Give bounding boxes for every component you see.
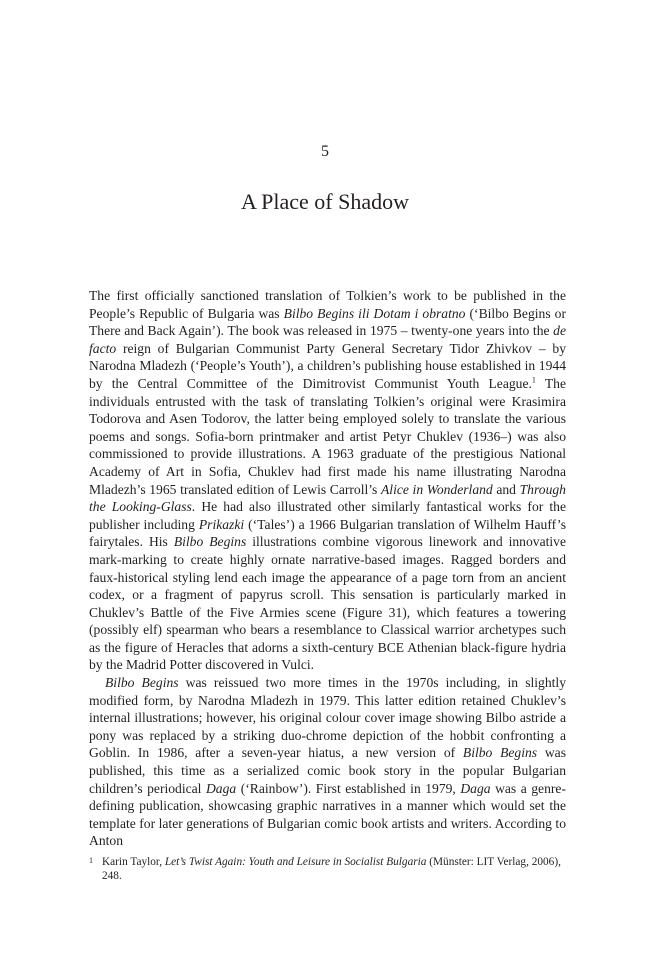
text-run: was published, this time as a serialized comic book story in the popular Bulgarian children’s periodical bbox=[89, 745, 566, 796]
footnote bbox=[89, 855, 566, 884]
italic-title: Bilbo Begins bbox=[462, 745, 538, 761]
italic-title: Prikazki bbox=[198, 516, 245, 532]
paragraph-1 bbox=[89, 287, 566, 674]
text-run: Karin Taylor, bbox=[102, 856, 165, 868]
italic-title: Let’s Twist Again: Youth and Leisure in Socialist Bulgaria bbox=[164, 856, 427, 868]
italic-term: de facto bbox=[89, 323, 566, 356]
italic-title: Daga bbox=[460, 780, 491, 796]
text-run: The individuals entrusted with the task of translating Tolkien’s original were Krasimira Todorova and Asen Todorov, the latter being employed solely to translate the various poems and songs. Sofia-born printmaker and artist Petyr Chuklev (1936–) was also commissioned to provide illustrations. A 1963 graduate of the prestigious National Academy of Art in Sofia, Chuklev had first made his name illustrating Narodna Mladezh’s 1965 translated edition of Lewis Carroll’s bbox=[89, 375, 566, 497]
italic-title: Daga bbox=[205, 780, 237, 796]
italic-title: Through the Looking-Glass bbox=[89, 481, 566, 515]
italic-title: Alice in Wonderland bbox=[380, 481, 493, 497]
text-run: . He had also illustrated other similarly fantastical works for the publisher including bbox=[89, 499, 567, 532]
chapter-number: 5 bbox=[321, 143, 329, 160]
italic-title: Bilbo Begins ili Dotam i obratno bbox=[283, 305, 466, 321]
italic-title: Bilbo Begins bbox=[173, 534, 247, 550]
footnote-number: 1 bbox=[89, 856, 93, 865]
text-run: (Münster: LIT Verlag, 2006), 248. bbox=[102, 856, 561, 883]
italic-title: Bilbo Begins bbox=[105, 675, 179, 691]
text-run: The first officially sanctioned translation of Tolkien’s work to be published in the People’s Republic of Bulgaria was bbox=[89, 288, 566, 321]
text-run: was reissued two more times in the 1970s including, in slightly modified form, by Narodna Mladezh in 1979. This latter edition retained Chuklev’s internal illustrations; however, his original colour cover image showing Bilbo astride a pony was replaced by a striking duo-chrome depiction of the hobbit confronting a Goblin. In 1986, after a seven-year hiatus, a new version of bbox=[89, 675, 566, 761]
paragraph-2 bbox=[89, 674, 566, 850]
body-text bbox=[89, 287, 566, 850]
footnotes bbox=[89, 855, 566, 884]
text-run: (‘Tales’) a 1966 Bulgarian translation of Wilhelm Hauff’s fairytales. His bbox=[89, 516, 566, 550]
text-run: and bbox=[492, 481, 520, 497]
footnote-reference[interactable]: 1 bbox=[531, 375, 536, 385]
text-run: illustrations combine vigorous linework and innovative mark-marking to create highly ornate narrative-based images. Ragged borders and faux-historical styling lend each image the appearance of a page torn from an ancient codex, or a fragment of papyrus scroll. This sensation is particularly marked in Chuklev’s Battle of the Five Armies scene (Figure 31), which features a towering (possibly elf) spearman who bears a resemblance to Classical warrior archetypes such as the figure of Heracles that adorns a sixth-century BCE Athenian black-figure hydria by the Madrid Potter discovered in Vulci. bbox=[89, 534, 566, 673]
text-run: (‘Rainbow’). First established in 1979, bbox=[236, 780, 461, 796]
footnote-text bbox=[102, 855, 566, 884]
text-run: was a genre-defining publication, showcasing graphic narratives in a manner which would set the template for later generations of Bulgarian comic book artists and writers. According to Anton bbox=[89, 780, 566, 849]
text-run: reign of Bulgarian Communist Party General Secretary Tidor Zhivkov – by Narodna Mladezh (‘People’s Youth’), a children’s publishing house established in 1944 by the Central Committee of the Dimitrovist Communist Youth League. bbox=[89, 340, 566, 391]
chapter-title: A Place of Shadow bbox=[240, 189, 410, 214]
text-run: (‘Bilbo Begins or There and Back Again’). The book was released in 1975 – twenty-one years into the bbox=[89, 305, 566, 339]
